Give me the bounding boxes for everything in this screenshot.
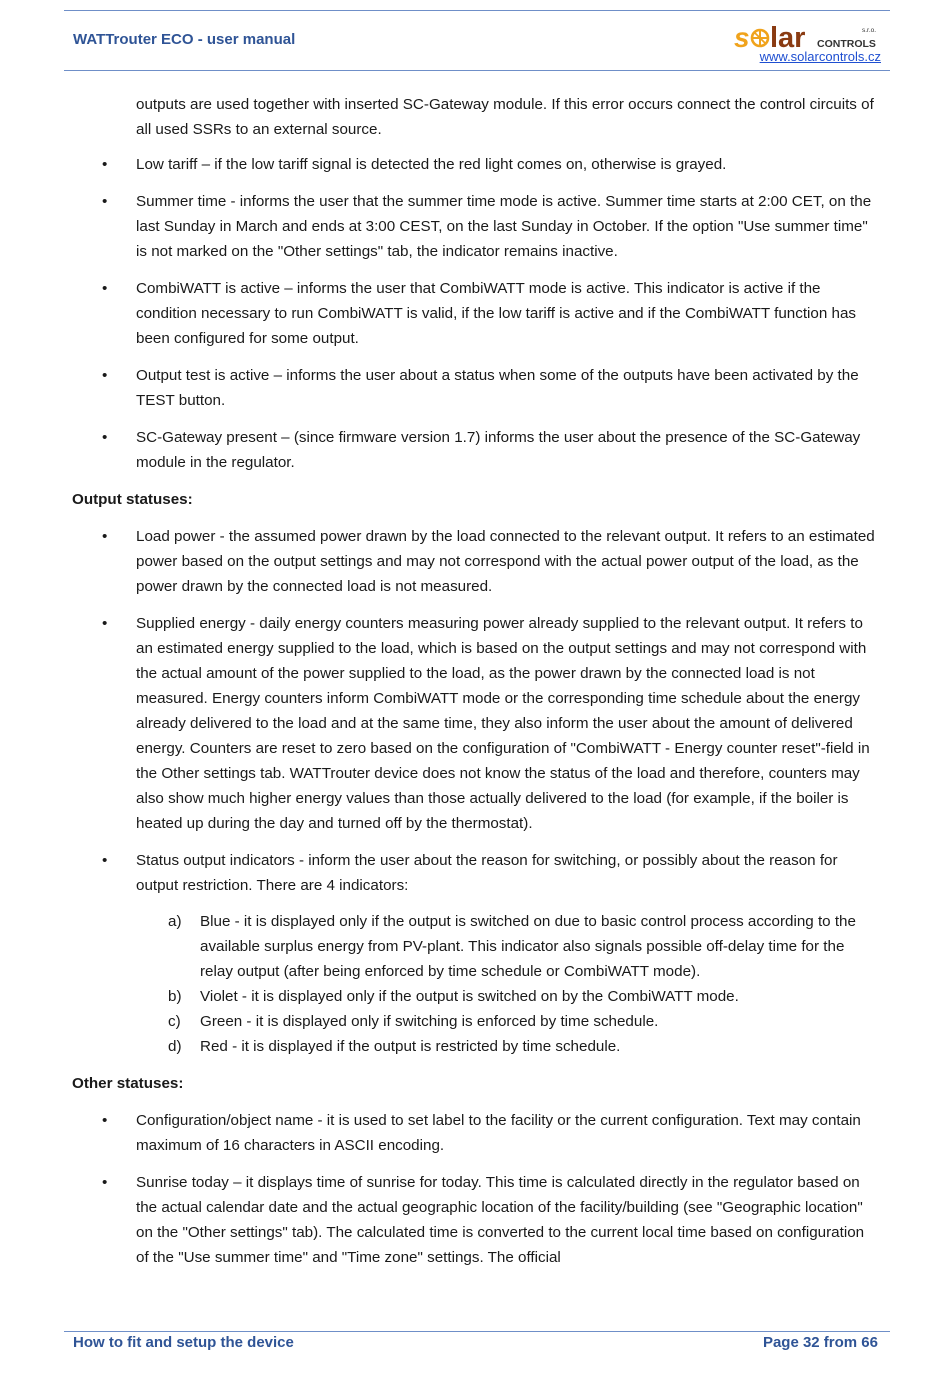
svg-text:s: s bbox=[734, 22, 750, 52]
solarcontrols-logo bbox=[734, 22, 882, 52]
other-statuses-list bbox=[72, 1108, 880, 1270]
list-item: • Load power - the assumed power drawn by the load connected to the relevant output. It refers to an estimated power based on the output settings and may not correspond with the actual power output of the load, as the power drawn by the connected load is not measured. bbox=[72, 524, 880, 599]
list-item: • Configuration/object name - it is used to set label to the facility or the current configuration. Text may contain maximum of 16 characters in ASCII encoding. bbox=[72, 1108, 880, 1158]
header-rule-top bbox=[64, 10, 890, 11]
status-indicator-list bbox=[136, 909, 880, 1059]
bullet-icon: • bbox=[102, 280, 108, 297]
bullet-icon: • bbox=[102, 193, 108, 210]
indicator-item: c) Green - it is displayed only if switching is enforced by time schedule. bbox=[168, 1013, 659, 1030]
indicator-item: b) Violet - it is displayed only if the output is switched on by the CombiWATT mode. bbox=[168, 988, 739, 1005]
bullet-icon: • bbox=[102, 1174, 108, 1191]
bullet-icon: • bbox=[102, 156, 108, 173]
footer-section-title: How to fit and setup the device bbox=[73, 1334, 294, 1351]
page-number: Page 32 from 66 bbox=[762, 1334, 878, 1351]
bullet-icon: • bbox=[102, 1112, 108, 1129]
list-item: • Summer time - informs the user that the summer time mode is active. Summer time starts at 2:00 CET, on the last Sunday in March and ends at 3:00 CEST, on the last Sunday in October. If the option "Use summer time" is not marked on the "Other settings" tab, the indicator remains inactive. bbox=[72, 189, 880, 264]
continued-paragraph: outputs are used together with inserted SC-Gateway module. If this error occurs connect the control circuits of all used SSRs to an external source. bbox=[136, 96, 874, 138]
svg-text:s.r.o.: s.r.o. bbox=[862, 27, 877, 34]
output-statuses-heading: Output statuses: bbox=[72, 491, 193, 508]
sun-wheel-icon bbox=[752, 30, 768, 46]
page-body bbox=[72, 92, 880, 1282]
footer-rule bbox=[64, 1331, 890, 1332]
bullet-icon: • bbox=[102, 429, 108, 446]
header-rule-bottom bbox=[64, 70, 890, 71]
list-item: • Sunrise today – it displays time of sunrise for today. This time is calculated directly in the regulator based on the actual calendar date and the actual geographic location of the facility/building (see "Geographic location" on the "Other settings" tab). The calculated time is converted to the current local time based on configuration of the "Use summer time" and "Time zone" settings. The official bbox=[72, 1170, 880, 1270]
list-item: • CombiWATT is active – informs the user that CombiWATT mode is active. This indicator is active if the condition necessary to run CombiWATT is valid, if the low tariff is active and if the CombiWATT function has been configured for some output. bbox=[72, 276, 880, 351]
list-item: • SC-Gateway present – (since firmware version 1.7) informs the user about the presence of the SC-Gateway module in the regulator. bbox=[72, 425, 880, 475]
list-item: • Output test is active – informs the user about a status when some of the outputs have been activated by the TEST button. bbox=[72, 363, 880, 413]
bullet-icon: • bbox=[102, 528, 108, 545]
list-item: • Low tariff – if the low tariff signal is detected the red light comes on, otherwise is grayed. bbox=[72, 152, 880, 177]
bullet-icon: • bbox=[102, 615, 108, 632]
list-item: • Status output indicators - inform the user about the reason for switching, or possibly about the reason for output restriction. There are 4 indicators: a) Blue - it is displayed only if the output is switched on due to basic control process according to the available surplus energy from PV-plant. This indicator also signals possible off-delay time for the relay output (after being enforced by time schedule or CombiWATT mode). b) Violet - it is displayed only if the output is switched on by the CombiWATT mode. c) Green - it is displayed only if switching is enforced by time schedule. d) Red - it is displayed if the output is restricted by time schedule. bbox=[72, 848, 880, 1059]
output-statuses-list bbox=[72, 524, 880, 1059]
indicator-list bbox=[72, 152, 880, 475]
bullet-icon: • bbox=[102, 852, 108, 869]
document-title: WATTrouter ECO - user manual bbox=[73, 31, 296, 48]
other-statuses-heading: Other statuses: bbox=[72, 1075, 184, 1092]
website-link[interactable]: www.solarcontrols.cz bbox=[759, 49, 881, 64]
bullet-icon: • bbox=[102, 367, 108, 384]
list-item: • Supplied energy - daily energy counters measuring power already supplied to the relevant output. It refers to an estimated energy supplied to the load, which is based on the output settings and may not correspond with the actual amount of the power supplied to the load, as the power drawn by the connected load is not measured. Energy counters inform CombiWATT mode or the corresponding time schedule about the energy already delivered to the load and at the same time, they also inform the user about the amount of delivered energy. Counters are reset to zero based on the configuration of "CombiWATT - Energy counter reset"-field in the Other settings tab. WATTrouter device does not know the status of the load and therefore, counters may also show much higher energy values than those actually delivered to the load (for example, if the boiler is heated up during the day and turned off by the thermostat). bbox=[72, 611, 880, 836]
svg-text:CONTROLS: CONTROLS bbox=[817, 38, 876, 50]
indicator-item: d) Red - it is displayed if the output is restricted by time schedule. bbox=[168, 1038, 621, 1055]
svg-text:lar: lar bbox=[770, 22, 806, 52]
indicator-item: a) Blue - it is displayed only if the output is switched on due to basic control process according to the available surplus energy from PV-plant. This indicator also signals possible off-delay time for the relay output (after being enforced by time schedule or CombiWATT mode). bbox=[168, 913, 856, 980]
